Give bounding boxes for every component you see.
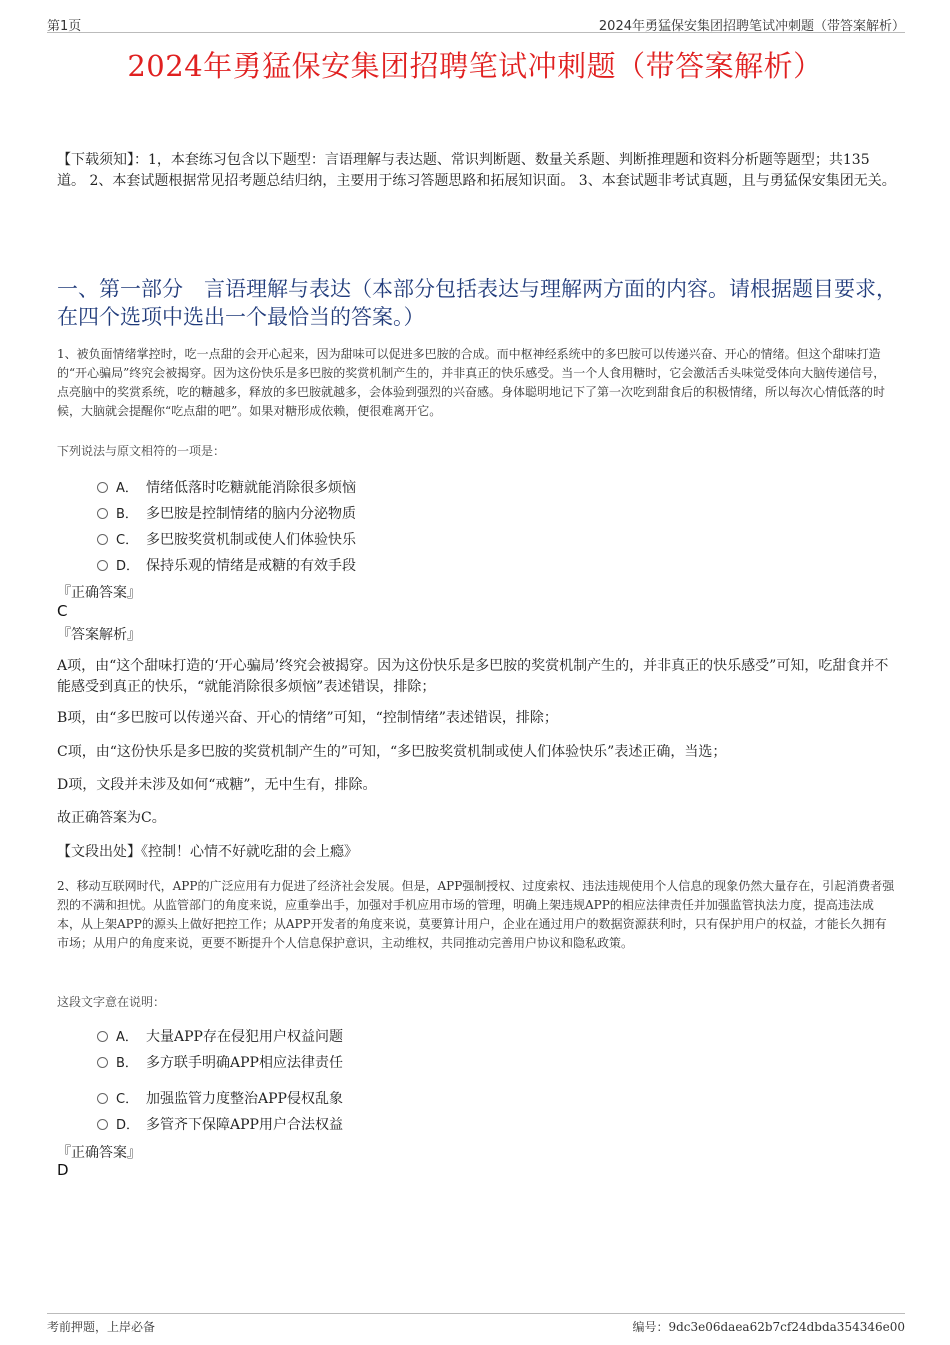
radio-icon[interactable] <box>97 534 108 545</box>
q1-conclusion: 故正确答案为C。 <box>57 810 166 826</box>
q2-option-a[interactable]: A． 大量APP存在侵犯用户权益问题 <box>97 1026 343 1046</box>
q2-option-c[interactable]: C． 加强监管力度整治APP侵权乱象 <box>97 1088 343 1108</box>
page-header <box>47 12 905 33</box>
page-footer <box>47 1313 905 1336</box>
q1-analysis-d: D项，文段并未涉及如何“戒糖”，无中生有，排除。 <box>57 777 377 793</box>
q1-source: 【文段出处】《控制！心情不好就吃甜的会上瘾》 <box>57 844 358 860</box>
q2-option-b[interactable]: B． 多方联手明确APP相应法律责任 <box>97 1052 343 1072</box>
q1-option-d[interactable]: D． 保持乐观的情绪是戒糖的有效手段 <box>97 555 356 575</box>
question-2-prompt: 这段文字意在说明： <box>57 995 166 1009</box>
radio-icon[interactable] <box>97 1057 108 1068</box>
q1-option-a[interactable]: A． 情绪低落时吃糖就能消除很多烦恼 <box>97 477 356 497</box>
q1-analysis-b: B项，由“多巴胺可以传递兴奋、开心的情绪”可知，“控制情绪”表述错误，排除； <box>57 710 558 726</box>
q1-analysis-c: C项，由“这份快乐是多巴胺的奖赏机制产生的”可知，“多巴胺奖赏机制或使人们体验快乐”表述正确，当选； <box>57 744 727 760</box>
q2-answer: D <box>57 1161 69 1179</box>
page-number: 第1页 <box>47 19 82 34</box>
question-1-prompt: 下列说法与原文相符的一项是： <box>57 444 226 458</box>
radio-icon[interactable] <box>97 1119 108 1130</box>
footer-serial: 编号：9dc3e06daea62b7cf24dbda354346e00 <box>632 1320 905 1334</box>
document-title: 2024年勇猛保安集团招聘笔试冲刺题（带答案解析） <box>127 49 823 83</box>
section-heading: 一、第一部分 言语理解与表达（本部分包括表达与理解两方面的内容。请根据题目要求，在四个选项中选出一个最恰当的答案。） <box>57 277 897 329</box>
radio-icon[interactable] <box>97 560 108 571</box>
footer-slogan: 考前押题，上岸必备 <box>47 1320 156 1334</box>
q2-answer-label: 『正确答案』 <box>57 1145 141 1161</box>
q1-analysis-label: 『答案解析』 <box>57 627 141 643</box>
radio-icon[interactable] <box>97 508 108 519</box>
radio-icon[interactable] <box>97 1031 108 1042</box>
q1-answer: C <box>57 602 68 620</box>
q1-answer-label: 『正确答案』 <box>57 585 141 601</box>
header-doc-title: 2024年勇猛保安集团招聘笔试冲刺题（带答案解析） <box>598 19 905 34</box>
radio-icon[interactable] <box>97 1093 108 1104</box>
q2-option-d[interactable]: D． 多管齐下保障APP用户合法权益 <box>97 1114 343 1134</box>
download-notice: 【下载须知】：1，本套练习包含以下题型：言语理解与表达题、常识判断题、数量关系题、判断推理题和资料分析题等题型；共135道。 2、本套试题根据常见招考题总结归纳，主要用于练习答题思路和拓展知识面。 3、本套试题非考试真题，且与勇猛保安集团无关。 <box>57 152 896 189</box>
q1-analysis-a: A项，由“这个甜味打造的‘开心骗局’终究会被揭穿。因为这份快乐是多巴胺的奖赏机制产生的，并非真正的快乐感受”可知，吃甜食并不能感受到真正的快乐，“就能消除很多烦恼”表述错误，排除； <box>57 658 889 695</box>
q1-option-c[interactable]: C． 多巴胺奖赏机制或使人们体验快乐 <box>97 529 356 549</box>
question-2-text: 2、移动互联网时代，APP的广泛应用有力促进了经济社会发展。但是，APP强制授权、过度索权、违法违规使用个人信息的现象仍然大量存在，引起消费者强烈的不满和担忧。从监管部门的角度来说，应重拳出手，加强对手机应用市场的管理，明确上架违规APP的相应法律责任并加强监管执法力度，提高违法成本，从上架APP的源头上做好把控工作；从APP开发者的角度来说，莫要算计用户，企业在通过用户的数据资源获利时，只有保护用户的权益，才能长久拥有市场；从用户的角度来说，更要不断提升个人信息保护意识，主动维权，共同推动完善用户协议和隐私政策。 <box>57 879 895 950</box>
radio-icon[interactable] <box>97 482 108 493</box>
question-1-text: 1、被负面情绪掌控时，吃一点甜的会开心起来，因为甜味可以促进多巴胺的合成。而中枢神经系统中的多巴胺可以传递兴奋、开心的情绪。但这个甜味打造的“开心骗局”终究会被揭穿。因为这份快乐是多巴胺的奖赏机制产生的，并非真正的快乐感受。当一个人食用糖时，它会激活舌头味觉受体向大脑传递信号，点亮脑中的奖赏系统，吃的糖越多，释放的多巴胺就越多，会体验到强烈的兴奋感。身体聪明地记下了第一次吃到甜食后的积极情绪，所以每次心情低落的时候，大脑就会提醒你“吃点甜的吧”。如果对糖形成依赖，便很难离开它。 <box>57 347 886 418</box>
q1-option-b[interactable]: B． 多巴胺是控制情绪的脑内分泌物质 <box>97 503 356 523</box>
